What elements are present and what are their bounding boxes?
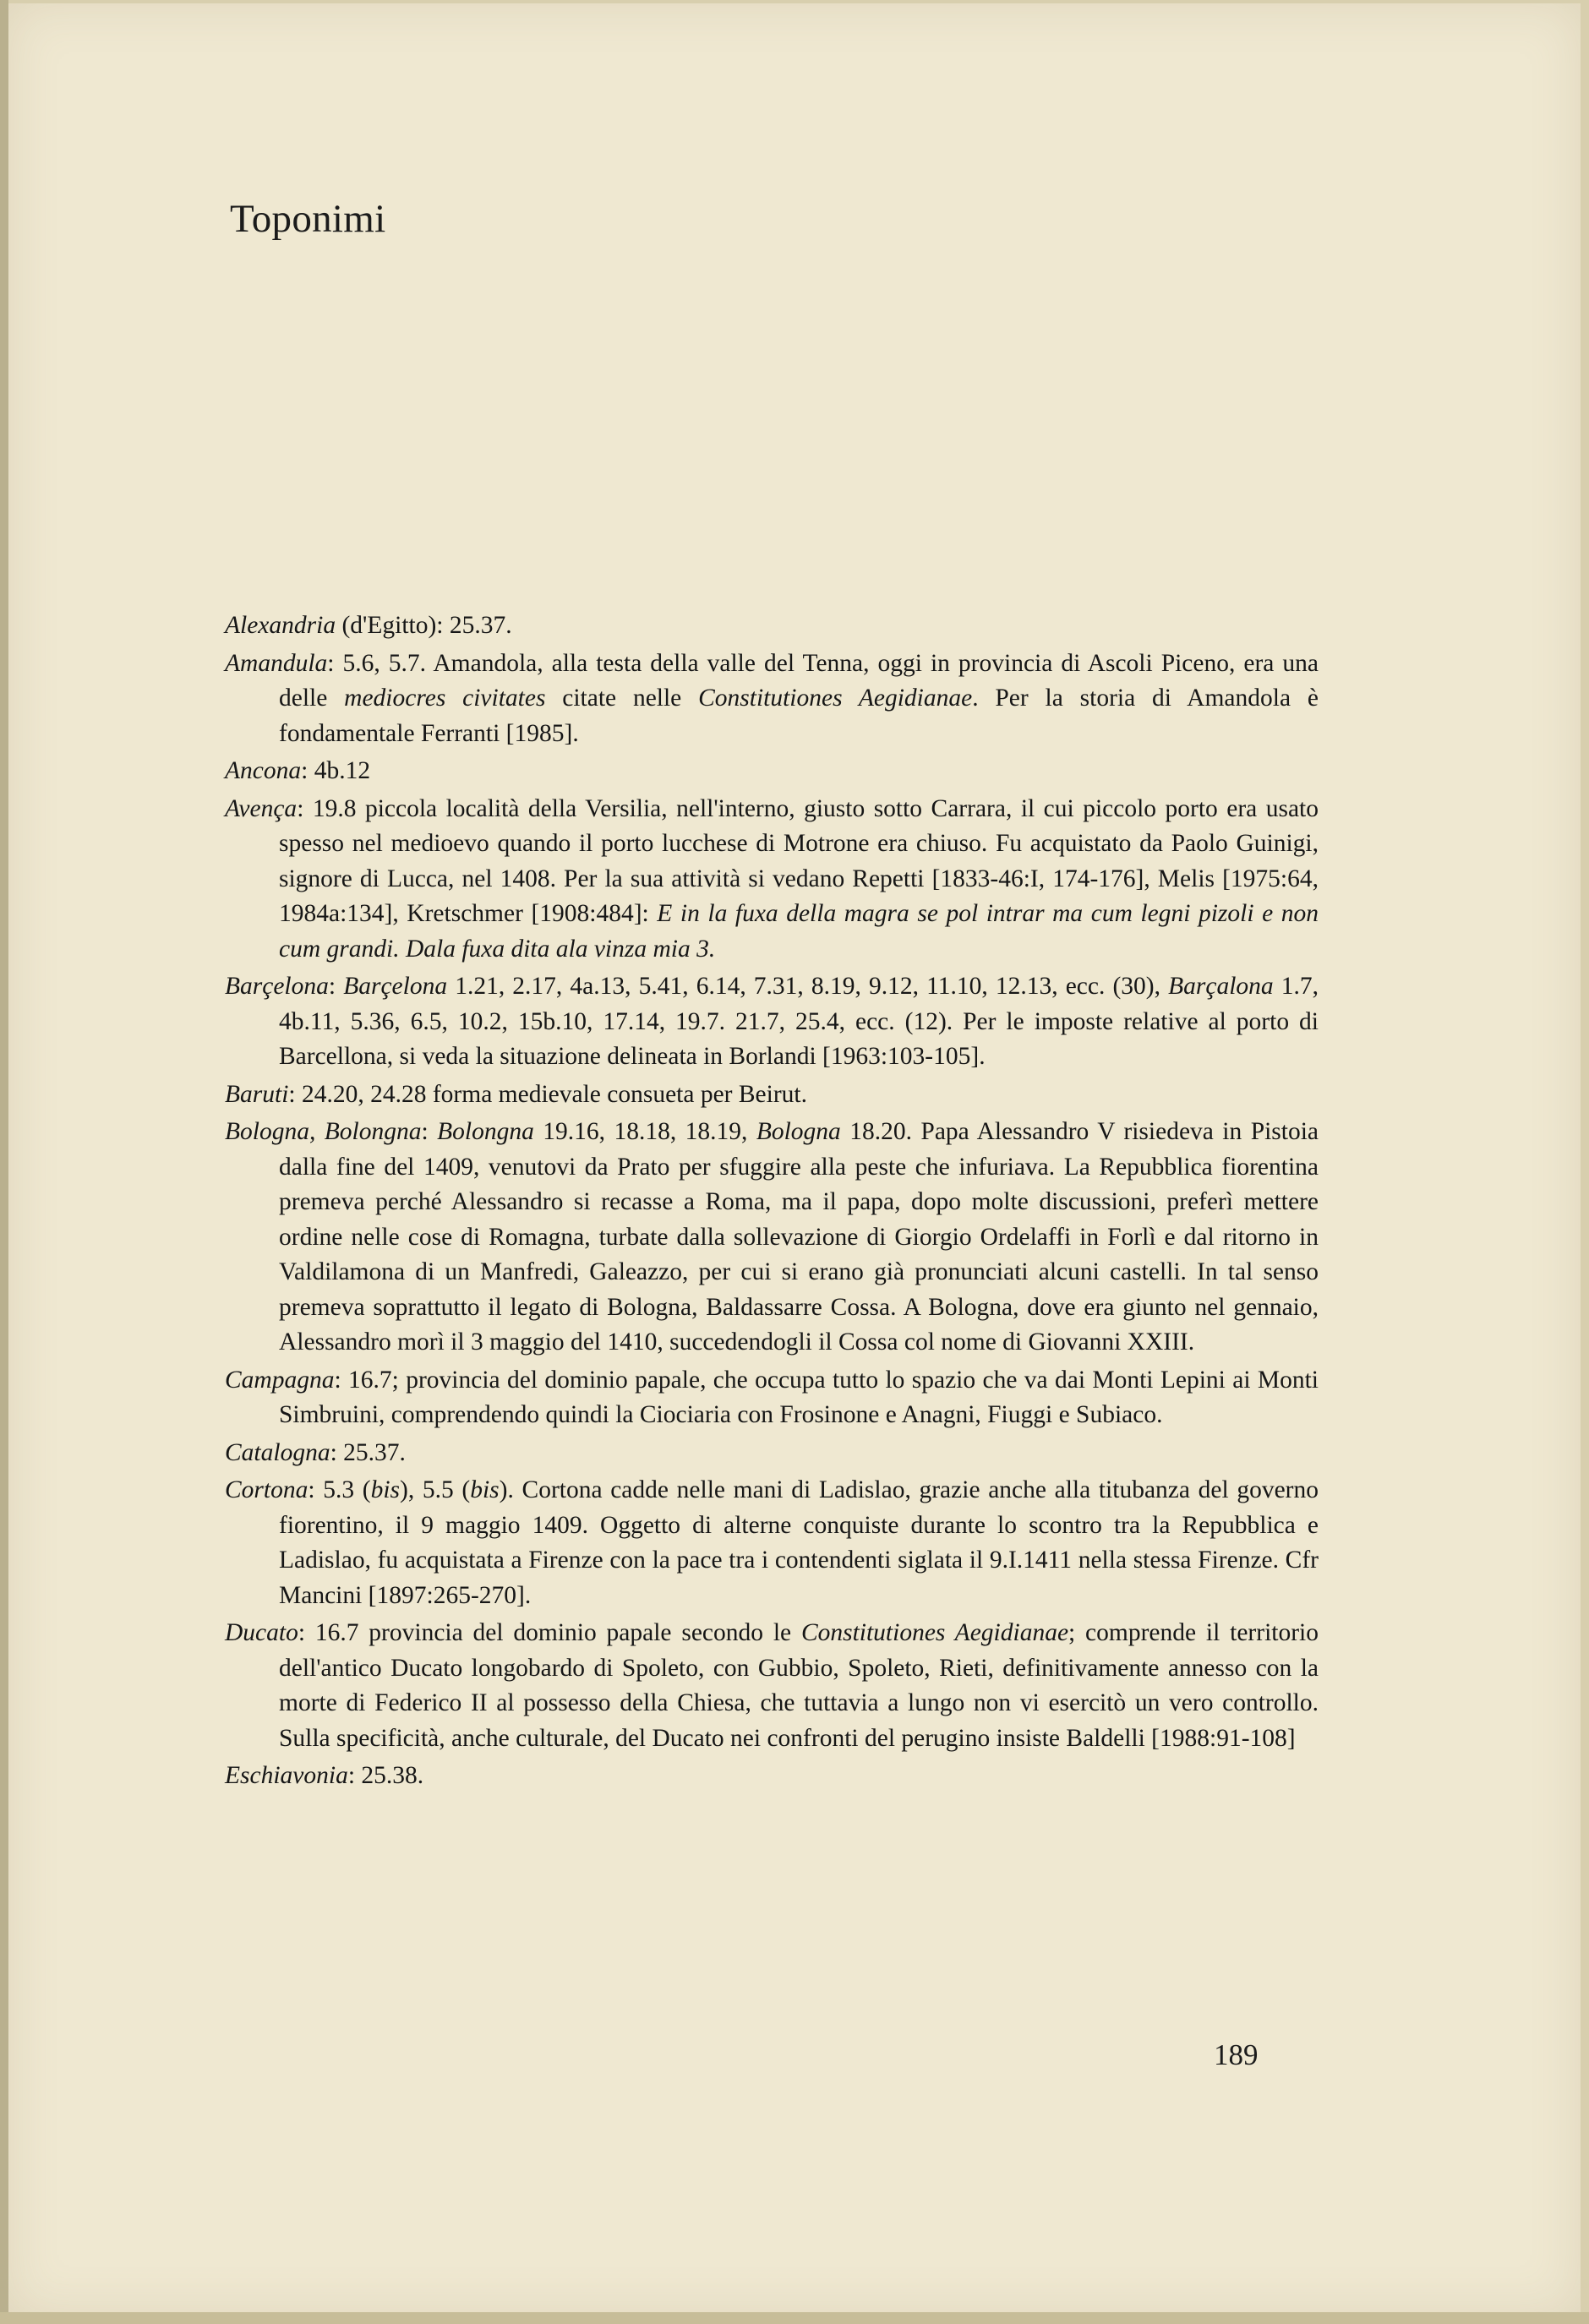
entry-text: 1.21, 2.17, 4a.13, 5.41, 6.14, 7.31, 8.19, 9.12, 11.10, 12.13, ecc. (30), (447, 973, 1169, 1000)
entry-italic-text: mediocres civitates (344, 685, 546, 712)
index-entry (225, 608, 1319, 644)
page-number: 189 (1214, 2038, 1259, 2071)
page-title: Toponimi (230, 197, 386, 241)
entry-term: Campagna (225, 1366, 335, 1394)
entry-italic-text: Constitutiones Aegidianae (800, 1619, 1069, 1646)
entry-term: Eschiavonia (225, 1762, 348, 1789)
index-entry (225, 1077, 1319, 1113)
entry-italic-text: E in la fuxa della magra se pol intrar ma cum legni pizoli e non cum grandi. Dala fuxa dita ala vinza mia 3. (279, 900, 1319, 963)
entry-text: : (421, 1118, 438, 1145)
entry-text: . Per la storia di Amandola è fondamentale Ferranti [1985]. (279, 685, 1319, 747)
entry-text: : 16.7; provincia del dominio papale, che occupa tutto lo spazio che va dai Monti Lepini ai Monti Simbruini, comprendendo quindi la Ciociaria con Frosinone e Anagni, Fiuggi e Subiaco. (279, 1366, 1319, 1428)
entry-text: (d'Egitto): 25.37. (336, 612, 512, 639)
entry-italic-text: bis (470, 1476, 500, 1503)
index-entry (225, 1759, 1319, 1794)
entry-text: : (328, 973, 344, 1000)
entry-text: citate nelle (545, 685, 699, 712)
entry-term: Bologna, Bolongna (225, 1118, 422, 1145)
book-bottom-edge (0, 2312, 1589, 2324)
entry-term: Baruti (225, 1080, 289, 1108)
entry-italic-text: Barçalona (1168, 973, 1274, 1000)
entry-italic-text: Bologna (756, 1118, 841, 1145)
entry-text: ; comprende il territorio dell'antico Ducato longobardo di Spoleto, con Gubbio, Spoleto, Rieti, definitivamente annesso con la morte di Federico II al possesso della Chiesa, che tuttavia a lungo non vi esercitò un vero controllo. Sulla specificità, anche culturale, del Ducato nei confronti del perugino insiste Baldelli [1988:91-108] (279, 1619, 1319, 1752)
entry-text: ), 5.5 ( (400, 1476, 471, 1503)
entry-term: Amandula (225, 649, 328, 677)
entry-term: Avença (225, 794, 298, 822)
entry-text: : 5.6, 5.7. Amandola, alla testa della valle del Tenna, oggi in provincia di Ascoli Piceno, era una delle (279, 649, 1319, 712)
index-entry (225, 754, 1319, 789)
entry-text: : 16.7 provincia del dominio papale secondo le (298, 1619, 801, 1646)
index-entry (225, 969, 1319, 1075)
entry-text: : 25.38. (347, 1762, 424, 1789)
index-entry (225, 1115, 1319, 1361)
entry-text: 1.7, 4b.11, 5.36, 6.5, 10.2, 15b.10, 17.14, 19.7. 21.7, 25.4, ecc. (12). Per le imposte relative al porto di Barcellona, si veda la situazione delineata in Borlandi [1963:103-105]. (279, 973, 1319, 1070)
entry-italic-text: Barçelona (343, 973, 448, 1000)
entry-text: : 19.8 piccola località della Versilia, nell'interno, giusto sotto Carrara, il cui piccolo porto era usato spesso nel medioevo quando il porto lucchese di Motrone era chiuso. Fu acquistato da Paolo Guinigi, signore di Lucca, nel 1408. Per la sua attività si vedano Repetti [1833-46:I, 174-176], Melis [1975:64, 1984a:134], Kretschmer [1908:484]: (279, 794, 1319, 927)
index-entry (225, 1616, 1319, 1756)
entry-term: Barçelona (225, 973, 329, 1000)
entry-text: : 25.37. (330, 1438, 406, 1466)
entry-text: : 5.3 ( (308, 1476, 371, 1503)
entry-term: Ancona (225, 757, 302, 784)
book-spine-edge (0, 0, 8, 2324)
entry-term: Alexandria (225, 612, 336, 639)
entry-italic-text: Bolongna (437, 1118, 534, 1145)
index-entry (225, 1363, 1319, 1433)
entry-italic-text: bis (370, 1476, 401, 1503)
entry-text: 18.20. Papa Alessandro V risiedeva in Pistoia dalla fine del 1409, venutovi da Prato per sfuggire alla peste che infuriava. La Repubblica fiorentina premeva perché Alessandro si recasse a Roma, ma il papa, dopo molte discussioni, preferì mettere ordine nelle cose di Romagna, turbate dalla sollevazione di Giorgio Ordelaffi in Forlì e dal ritorno in Valdilamona di un Manfredi, Galeazzo, per cui si erano già pronunciati alcuni castelli. In tal senso premeva soprattutto il legato di Bologna, Baldassarre Cossa. A Bologna, dove era giunto nel gennaio, Alessandro morì il 3 maggio del 1410, succedendogli il Cossa col nome di Giovanni XXIII. (279, 1118, 1319, 1356)
index-entry (225, 1473, 1319, 1613)
entry-text: : 4b.12 (301, 757, 371, 784)
index-entry (225, 646, 1319, 752)
entry-text: : 24.20, 24.28 forma medievale consueta per Beirut. (288, 1080, 807, 1108)
index-entries (225, 608, 1319, 1797)
entry-text: 19.16, 18.18, 18.19, (533, 1118, 756, 1145)
entry-term: Catalogna (225, 1438, 330, 1466)
index-entry (225, 792, 1319, 968)
entry-italic-text: Constitutiones Aegidianae (698, 685, 973, 712)
index-entry (225, 1436, 1319, 1471)
entry-term: Ducato (225, 1619, 298, 1646)
entry-term: Cortona (225, 1476, 309, 1503)
entry-text: ). Cortona cadde nelle mani di Ladislao, grazie anche alla titubanza del governo fiorentino, il 9 maggio 1409. Oggetto di alterne conquiste durante lo scontro tra la Repubblica e Ladislao, fu acquistata a Firenze con la pace tra i contendenti siglata il 9.I.1411 nella stessa Firenze. Cfr Mancini [1897:265-270]. (279, 1476, 1319, 1609)
